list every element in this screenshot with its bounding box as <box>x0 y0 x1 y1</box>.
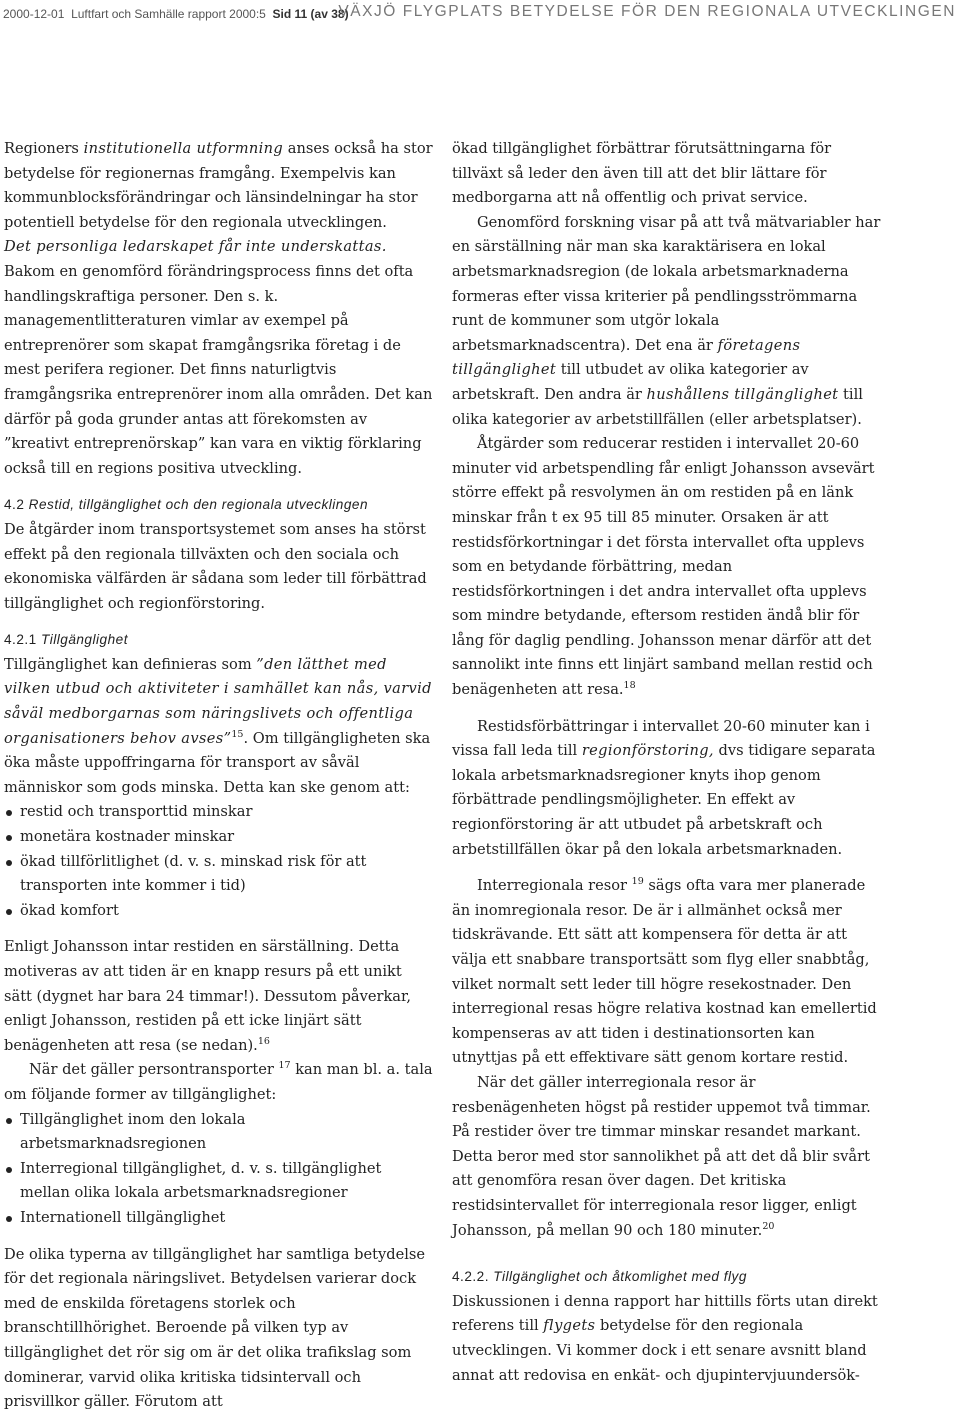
paragraph-research: Genomförd forskning visar på att två mätvariabler har en särställning när man ska karaktärisera en lokal arbetsmarknadsregion (de lokala arbetsmarknaderna formeras efter vissa kriterier på pendlingsströmmarna runt de kommuner som utgör lokala arbetsmarknadscentra). Det ena är företagens tillgänglighet till utbudet av olika kategorier av arbetskraft. Den andra är hushållens tillgänglighet till olika kategorier av arbetstillfällen (eller arbetsplatser). <box>452 213 881 428</box>
paragraph-passenger-transport: När det gäller persontransporter $^{17}$ kan man bl. a. tala om följande former av tillgänglighet: <box>4 1060 433 1103</box>
bullet-list-accessibility <box>4 800 434 923</box>
paragraph-measures-commuting: Åtgärder som reducerar restiden i intervallet 20-60 minuter vid arbetspendling får enligt Johansson avsevärt större effekt på resvolymen än om restiden på en länk minskar från t ex 95 till 85 minuter. Orsaken är att restidsförkortningar i det första intervallet ofta upplevs som en betydande förbättring, medan restidsförkortningen i det andra intervallet ofta upplevs som mindre betydande, eftersom restiden ändå blir för lång för daglig pendling. Johansson menar därför att det sannolikt inte finns ett linjärt samband mellan restid och benägenheten att resa.$^{18}$ <box>452 435 875 699</box>
list-item: ökad komfort <box>4 899 434 924</box>
footnote-ref: 18 <box>623 680 636 692</box>
section-heading-4-2: 4.2 Restid, tillgänglighet och den regionala utvecklingen <box>4 497 369 513</box>
emphasis: hushållens tillgänglighet <box>646 385 839 403</box>
paragraph-discussion: Diskussionen i denna rapport har hittills förts utan direkt referens till flygets betydelse för den regionala utvecklingen. Vi kommer dock i ett senare avsnitt bland annat att redovisa en enkät- och djupintervjuundersök- <box>452 1292 878 1384</box>
paragraph-growth: ökad tillgänglighet förbättrar förutsättningarna för tillväxt så leder den även till att det blir lättare för medborgarna att nå offentlig och privat service. <box>452 140 832 207</box>
emphasis: Det personliga ledarskapet får inte underskattas. <box>4 238 387 256</box>
paragraph-measures: De åtgärder inom transportsystemet som anses ha störst effekt på den regionala tillväxten och den sociala och ekonomiska välfärden är sådana som leder till förbättrad tillgänglighet och regionförstoring. <box>4 520 427 612</box>
paragraph-travel-time: Enligt Johansson intar restiden en särställning. Detta motiveras av att tiden är en knapp resurs på ett unikt sätt (dygnet har bara 24 timmar!). Dessutom påverkar, enligt Johansson, restiden på ett icke linjärt sätt benägenheten att resa (se nedan).$^{16}$ <box>4 938 412 1054</box>
paragraph-region-enlargement: Restidsförbättringar i intervallet 20-60 minuter kan i vissa fall leda till regionförstoring, dvs tidigare separata lokala arbetsmarknadsregioner knyts ihop genom förbättrade pendlingsmöjligheter. En effekt av regionförstoring är att utbudet på arbetskraft och arbetstillfällen ökar på den lokala arbetsmarknaden. <box>452 717 876 858</box>
right-column <box>452 137 884 1388</box>
header-title: VÄXJÖ FLYGPLATS BETYDELSE FÖR DEN REGIONALA UTVECKLINGEN <box>338 3 956 20</box>
footnote-ref: 17 <box>278 1060 291 1072</box>
paragraph-interregional: Interregionala resor $^{19}$ sägs ofta vara mer planerade än inomregionala resor. De är i allmänhet också mer tidskrävande. Ett sätt att kompensera för detta är att välja ett snabbare transportsätt som flyg eller snabbtåg, vilket normalt sett leder till högre resekostnader. Den interregional resas högre relativa kostnad kan emellertid kompenseras av att tiden i destinationsorten kan utnyttjas på ett effektivare sätt genom kortare restid. <box>452 876 877 1067</box>
footnote-ref: 16 <box>257 1035 270 1047</box>
list-item: restid och transporttid minskar <box>4 800 434 825</box>
header-page-number: Sid 11 (av 38) <box>272 7 349 21</box>
paragraph-definition: Tillgänglighet kan definieras som ”den lätthet med vilken utbud och aktiviteter i samhället kan nås, varvid såväl medborgarnas som näringslivets och offentliga organisationers behov avses”$^{15}$. Om tillgängligheten ska öka måste uppoffringarna för transport av såväl människor som gods minska. Detta kan ske genom att: <box>4 655 432 796</box>
paragraph-leadership: Det personliga ledarskapet får inte underskattas. Bakom en genomförd förändringsprocess finns det ofta handlingskraftiga personer. Den s. k. managementlitteraturen vimlar av exempel på entreprenörer som skapat framgångsrika företag i de mest perifera regioner. Det finns naturligtvis framgångsrika entreprenörer inom alla områden. Det kan därför på goda grunder antas att förekomsten av ”kreativt entreprenörskap” kan vara en viktig förklaring också till en regions positiva utveckling. <box>4 238 433 477</box>
footnote-ref: 19 <box>631 876 644 888</box>
emphasis: företagens tillgänglighet <box>452 336 801 379</box>
list-item: ökad tillförlitlighet (d. v. s. minskad risk för att transporten inte kommer i tid) <box>4 850 434 899</box>
footnote-ref: 15 <box>231 728 244 740</box>
paragraph-institutional: Regioners institutionella utformning anses också ha stor betydelse för regionernas framgång. Exempelvis kan kommunblocksförändringar och länsindelningar ha stor potentiell betydelse för den regionala utvecklingen. <box>4 140 433 231</box>
header-meta <box>3 7 349 21</box>
emphasis: regionförstoring, <box>581 742 714 760</box>
header-series: Luftfart och Samhälle rapport 2000:5 <box>71 7 266 21</box>
left-column <box>4 137 434 1415</box>
paragraph-travel-propensity: När det gäller interregionala resor är resbenägenheten högst på restider uppemot två timmar. På restider över tre timmar minskar resandet markant. Detta beror med stor sannolikhet på att det då blir svårt att genomföra resan över dagen. Det kritiska restidsintervallet för interregionala resor ligger, enligt Johansson, på mellan 90 och 180 minuter.$^{20}$ <box>452 1073 871 1239</box>
list-item: monetära kostnader minskar <box>4 825 434 850</box>
paragraph-types: De olika typerna av tillgänglighet har samtliga betydelse för det regionala näringslivet. Betydelsen varierar dock med de enskilda företagens storlek och branschtillhörighet. Beroende på vilken typ av tillgänglighet det rör sig om är det olika trafikslag som dominerar, varvid olika kritiska tidsintervall och prisvillkor gäller. Förutom att <box>4 1245 426 1411</box>
emphasis: ”den lätthet med vilken utbud och aktiviteter i samhället kan nås, varvid såväl medborgarnas som näringslivets och offentliga organisationers behov avses” <box>4 655 432 747</box>
list-item: Internationell tillgänglighet <box>4 1206 434 1231</box>
footnote-ref: 20 <box>762 1220 775 1232</box>
emphasis: institutionella utformning <box>83 140 284 157</box>
page-header <box>0 0 960 28</box>
section-heading-4-2-2: 4.2.2. Tillgänglighet och åtkomlighet med flyg <box>452 1269 747 1285</box>
bullet-list-forms <box>4 1108 434 1231</box>
section-heading-4-2-1: 4.2.1 Tillgänglighet <box>4 632 128 648</box>
list-item: Interregional tillgänglighet, d. v. s. tillgänglighet mellan olika lokala arbetsmarknadsregioner <box>4 1157 434 1206</box>
header-date: 2000-12-01 <box>3 7 65 21</box>
emphasis: flygets <box>543 1317 596 1335</box>
list-item: Tillgänglighet inom den lokala arbetsmarknadsregionen <box>4 1108 434 1157</box>
